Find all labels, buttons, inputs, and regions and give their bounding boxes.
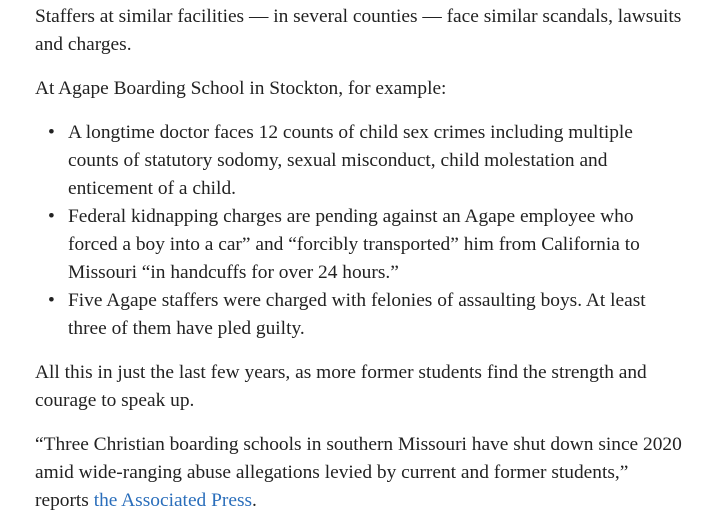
list-item xyxy=(48,287,685,343)
associated-press-link[interactable]: the Associated Press xyxy=(93,490,253,511)
bullet-icon: • xyxy=(48,206,55,227)
quote-end: . xyxy=(252,490,257,511)
quote-text: “Three Christian boarding schools in southern Missouri have shut down since 2020 amid wide-ranging abuse allegations levied by current and former students,” reports xyxy=(35,434,682,511)
list-item xyxy=(48,119,685,203)
charges-list xyxy=(35,119,685,343)
list-item-text: Five Agape staffers were charged with felonies of assaulting boys. At least three of them have pled guilty. xyxy=(68,290,646,339)
paragraph-facilities: Staffers at similar facilities — in several counties — face similar scandals, lawsuits and charges. xyxy=(35,6,682,55)
paragraph-speak-up: All this in just the last few years, as more former students find the strength and courage to speak up. xyxy=(35,362,647,411)
list-item xyxy=(48,203,685,287)
list-item-text: Federal kidnapping charges are pending against an Agape employee who forced a boy into a car” and “forcibly transported” him from California to Missouri “in handcuffs for over 24 hours.” xyxy=(68,206,640,283)
paragraph-ap-quote xyxy=(35,431,685,515)
list-item-text: A longtime doctor faces 12 counts of child sex crimes including multiple counts of statutory sodomy, sexual misconduct, child molestation and enticement of a child. xyxy=(68,122,633,199)
bullet-icon: • xyxy=(48,290,55,311)
paragraph-agape-intro: At Agape Boarding School in Stockton, for example: xyxy=(35,78,447,99)
bullet-icon: • xyxy=(48,122,55,143)
